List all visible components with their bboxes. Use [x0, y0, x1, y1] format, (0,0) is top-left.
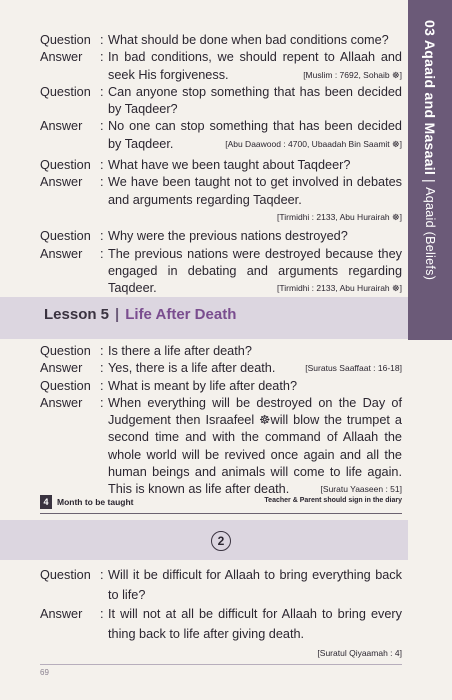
question-row: Question : What is meant by life after death?: [40, 378, 402, 395]
question-text: Is there a life after death?: [108, 344, 252, 358]
reference: [Abu Daawood : 4700, Ubaadah Bin Saamit ☸]: [225, 138, 402, 149]
question-row: Question : Will it be difficult for Allaah to bring everything back to life?: [40, 566, 402, 605]
answer-row: Answer : It will not at all be difficult for Allaah to bring every thing back to life after giving death. [Suratul Qiyaamah : 4]: [40, 605, 402, 664]
question-row: Question : What should be done when bad conditions come?: [40, 32, 402, 49]
answer-text: We have been taught not to get involved in debates and arguments regarding Taqdeer.: [108, 175, 402, 207]
bottom-rule: [40, 664, 402, 665]
month-number: 4: [40, 495, 52, 509]
qa-block-3: [40, 566, 402, 664]
answer-label: Answer: [40, 119, 83, 134]
question-label: Question: [40, 229, 91, 244]
lesson-title: Life After Death: [125, 306, 237, 323]
answer-row: Answer : In bad conditions, we should repent to Allaah and seek His forgiveness. [Muslim : 7692, Sohaib ☸]: [40, 49, 402, 84]
question-label: Question: [40, 378, 91, 393]
question-row: Question : What have we been taught about Taqdeer?: [40, 157, 402, 174]
page-number: 69: [40, 668, 49, 677]
chapter-side-tab: [408, 0, 452, 340]
question-label: Question: [40, 568, 91, 582]
answer-text: When everything will be destroyed on the Day of Judgement then Israafeel ☸will blow the trumpet a second time and with the command of Allaah the whole world will be revived once again and all the human beings and animals will come to life again. This is known as life after death.: [108, 395, 402, 497]
month-label: Month to be taught: [57, 497, 134, 507]
section-number-circle: 2: [211, 531, 231, 551]
lesson-label: Lesson 5: [44, 306, 110, 323]
lesson-bar: |: [115, 306, 120, 323]
answer-label: Answer: [40, 246, 83, 261]
answer-text: It will not at all be difficult for Allaah to bring every thing back to life after giving death.: [108, 607, 402, 641]
question-text: What is meant by life after death?: [108, 378, 297, 393]
reference: [Muslim : 7692, Sohaib ☸]: [303, 69, 402, 80]
question-row: Question : Can anyone stop something that has been decided by Taqdeer?: [40, 84, 402, 119]
answer-label: Answer: [40, 395, 83, 410]
question-text: What have we been taught about Taqdeer?: [108, 158, 351, 173]
reference: [Tirmidhi : 2133, Abu Hurairah ☸]: [277, 211, 402, 222]
answer-row: Answer : The previous nations were destroyed because they engaged in debating and arguments regarding Taqdeer. [Tirmidhi : 2133, Abu Hurairah ☸]: [40, 246, 402, 298]
answer-text: Yes, there is a life after death.: [108, 361, 276, 376]
question-text: Will it be difficult for Allaah to bring everything back to life?: [108, 568, 402, 602]
answer-label: Answer: [40, 361, 83, 376]
question-text: Why were the previous nations destroyed?: [108, 229, 348, 244]
question-text: Can anyone stop something that has been decided by Taqdeer?: [108, 84, 402, 117]
section-band: [0, 520, 408, 560]
answer-row: Answer : Yes, there is a life after death. [Suratus Saaffaat : 16-18]: [40, 360, 402, 377]
question-row: Question : Why were the previous nations destroyed?: [40, 228, 402, 245]
month-bar: [40, 495, 402, 514]
reference: [Suratu Yaaseen : 51]: [320, 484, 402, 495]
reference: [Suratus Saaffaat : 16-18]: [305, 363, 402, 374]
chapter-separator: |: [422, 179, 438, 184]
chapter-title: 03 Aqaaid and Masaail: [422, 20, 438, 176]
question-label: Question: [40, 344, 91, 358]
question-label: Question: [40, 158, 91, 173]
chapter-subtitle: Aqaaid (Beliefs): [423, 187, 437, 281]
answer-label: Answer: [40, 175, 83, 190]
question-label: Question: [40, 84, 91, 99]
answer-label: Answer: [40, 607, 83, 621]
answer-text: In bad conditions, we should repent to Allaah and seek His forgiveness.: [108, 50, 402, 82]
reference: [Suratul Qiyaamah : 4]: [317, 648, 402, 658]
question-label: Question: [40, 33, 91, 47]
question-row: Question : Is there a life after death?: [40, 343, 402, 360]
qa-block-2: [40, 343, 402, 499]
lesson-heading: [44, 306, 236, 323]
answer-row: Answer : No one can stop something that has been decided by Taqdeer. [Abu Daawood : 4700, Ubaadah Bin Saamit ☸]: [40, 118, 402, 153]
answer-text: No one can stop something that has been decided by Taqdeer.: [108, 119, 402, 151]
answer-text: The previous nations were destroyed because they engaged in debating and arguments regarding Taqdeer.: [108, 246, 402, 296]
teacher-sign-note: Teacher & Parent should sign in the diary: [264, 497, 402, 504]
reference: [Tirmidhi : 2133, Abu Hurairah ☸]: [277, 283, 402, 294]
qa-block-1: [40, 32, 402, 297]
question-text: What should be done when bad conditions come?: [108, 33, 389, 47]
answer-label: Answer: [40, 50, 83, 65]
answer-row: Answer : We have been taught not to get involved in debates and arguments regarding Taqdeer. [Tirmidhi : 2133, Abu Hurairah ☸]: [40, 174, 402, 226]
answer-row: Answer : When everything will be destroyed on the Day of Judgement then Israafeel ☸will blow the trumpet a second time and with the command of Allaah the whole world will be revived once again and all the human beings and animals will come to life again. This is known as life after death. [Suratu Yaaseen : 51]: [40, 395, 402, 499]
